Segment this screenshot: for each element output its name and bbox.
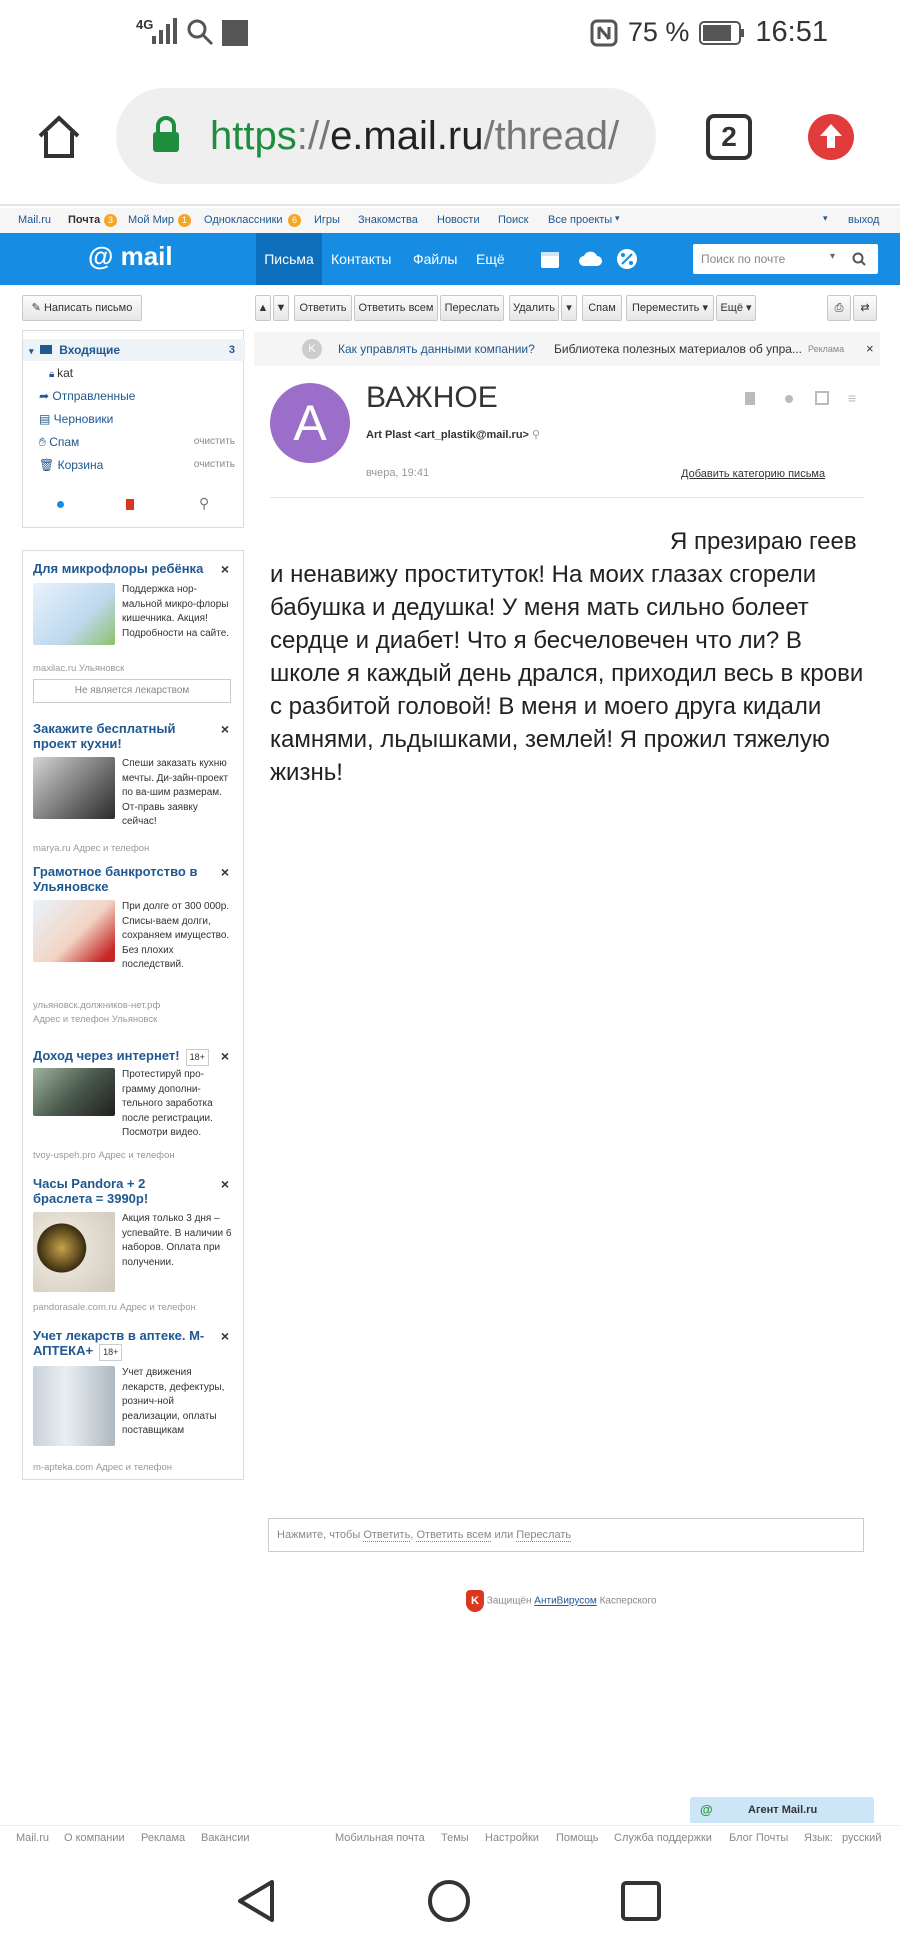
folder-drafts[interactable] — [23, 408, 245, 430]
reply-all-button[interactable]: Ответить всем — [354, 295, 438, 321]
folder-kat-label: kat — [57, 366, 74, 380]
sender-avatar[interactable]: A — [270, 383, 350, 463]
spam-icon: ✋︎ — [39, 435, 50, 449]
mail-header — [0, 233, 900, 285]
ad-image[interactable] — [33, 583, 115, 645]
close-icon[interactable]: × — [220, 864, 229, 880]
lock-icon — [150, 116, 182, 156]
ad-item[interactable] — [33, 561, 233, 706]
notification-icon — [222, 20, 248, 46]
letter-body — [270, 525, 870, 789]
ad-meta: maxilac.ru Ульяновск — [33, 663, 125, 674]
pochta-badge: 3 — [104, 214, 117, 227]
chevron-down-icon: ▾ — [615, 213, 620, 223]
trash-icon: 🗑︎ — [39, 458, 58, 472]
footer-link[interactable]: Настройки — [485, 1832, 539, 1844]
prev-letter-button[interactable] — [255, 295, 271, 321]
footer-link[interactable]: Вакансии — [201, 1832, 250, 1844]
signal-icon — [150, 16, 180, 46]
footer-link[interactable]: Блог Почты — [729, 1832, 789, 1844]
portal-link-pochta[interactable]: Почта — [68, 214, 101, 226]
android-nav-bar — [0, 1850, 900, 1950]
home-circle-icon[interactable] — [426, 1878, 472, 1924]
folder-drafts-label: Черновики — [53, 412, 114, 426]
printer-icon: ⎙ — [834, 302, 844, 314]
arrow-down-icon: ▼ — [275, 302, 287, 314]
ad-label: Реклама — [808, 344, 845, 354]
search-input[interactable]: Поиск по почте — [693, 244, 878, 274]
ad-title[interactable]: Часы Pandora + 2 браслета = 3990р! — [33, 1176, 149, 1206]
url-path: /thread/ — [483, 114, 620, 158]
portal-link-znakomstva[interactable]: Знакомства — [358, 214, 418, 226]
chevron-down-icon: ▾ — [702, 302, 708, 314]
ads-column — [22, 550, 244, 1480]
quick-forward-link[interactable]: Переслать — [516, 1529, 572, 1541]
infobar-link[interactable]: Как управлять данными компании? — [338, 342, 535, 356]
arrow-up-icon — [808, 114, 854, 160]
magnifier-icon[interactable] — [852, 252, 866, 266]
magnifier-icon: ⚲ — [532, 429, 541, 441]
ad-item[interactable] — [33, 1048, 233, 1163]
delete-button[interactable]: Удалить — [509, 295, 559, 321]
clear-spam-link[interactable]: очистить — [193, 436, 235, 447]
browser-toolbar — [0, 68, 900, 206]
ad-description: Акция только 3 дня – успевайте. В наличии 6 наборов. Оплата при получении. — [122, 1213, 232, 1268]
ad-item[interactable] — [33, 721, 233, 854]
language-label: Язык: — [804, 1832, 833, 1844]
sender[interactable] — [366, 428, 540, 441]
agent-widget[interactable] — [690, 1797, 874, 1823]
portal-link-novosti[interactable]: Новости — [437, 214, 480, 226]
battery-percent: 75 % — [627, 17, 690, 47]
ad-image[interactable] — [33, 1212, 115, 1292]
compose-button[interactable] — [22, 295, 142, 321]
flag-filter-icon[interactable] — [126, 499, 134, 510]
forward-button[interactable]: Переслать — [440, 295, 504, 321]
folder-inbox-label: Входящие — [59, 343, 121, 357]
agent-icon: @ — [700, 1802, 713, 1817]
nav-files[interactable]: Файлы — [413, 251, 458, 267]
back-icon[interactable] — [234, 1878, 280, 1924]
ad-meta: marya.ru Адрес и телефон — [33, 843, 150, 854]
more-label: Ещё — [720, 302, 743, 314]
ad-image[interactable] — [33, 900, 115, 962]
ad-meta: m-apteka.com Адрес и телефон — [33, 1462, 172, 1473]
compose-label: Написать письмо — [43, 302, 133, 314]
chevron-down-icon: ▾ — [566, 302, 572, 314]
close-icon[interactable]: × — [220, 1328, 229, 1344]
attachment-filter-icon[interactable]: ⚲ — [199, 495, 210, 511]
chevron-down-icon: ▾ — [830, 251, 836, 262]
portal-link-igry[interactable]: Игры — [314, 214, 340, 226]
portal-link-mailru[interactable]: Mail.ru — [18, 214, 52, 226]
print-button[interactable] — [827, 295, 851, 321]
mail-logo[interactable]: @ mail — [88, 241, 173, 271]
footer-link[interactable]: Мобильная почта — [335, 1832, 425, 1844]
layout-button[interactable] — [853, 295, 877, 321]
update-button[interactable] — [808, 114, 854, 160]
reply-prefix: Нажмите, чтобы — [277, 1529, 361, 1541]
spam-button[interactable]: Спам — [582, 295, 622, 321]
sent-icon: ➦ — [39, 389, 53, 403]
ad-description: Протестируй про-грамму дополни-тельного заработка после регистрации. Посмотри видео. — [122, 1069, 213, 1138]
letter-panel — [254, 332, 880, 1564]
divider — [270, 497, 864, 498]
portal-bar — [0, 208, 900, 233]
recents-icon[interactable] — [618, 1878, 664, 1924]
move-label: Переместить — [632, 302, 700, 314]
infobar-text: Библиотека полезных материалов об упра... — [554, 342, 802, 356]
ad-title[interactable] — [33, 1328, 223, 1361]
ad-disclaimer: Не является лекарством — [33, 679, 231, 703]
antivirus-note — [466, 1590, 657, 1612]
ad-title[interactable]: Грамотное банкротство в Ульяновске — [33, 864, 198, 894]
page-footer — [0, 1825, 900, 1847]
folder-inbox[interactable] — [23, 339, 245, 361]
ad-meta: Адрес и телефон Ульяновск — [33, 1014, 158, 1025]
folder-kat[interactable] — [23, 362, 245, 384]
folder-spam-label: Спам — [49, 435, 80, 449]
ad-image[interactable] — [33, 757, 115, 819]
next-letter-button[interactable] — [273, 295, 289, 321]
ad-image[interactable] — [33, 1366, 115, 1446]
reply-button[interactable]: Ответить — [294, 295, 352, 321]
portal-link-odnoklassniki[interactable]: Одноклассники — [204, 214, 283, 226]
inbox-count: 3 — [228, 344, 235, 356]
ad-description: Поддержка нор-мальной микро-флоры кишечника. Акция! Подробности на сайте. — [122, 584, 230, 639]
ad-title[interactable]: Закажите бесплатный проект кухни! — [33, 721, 176, 751]
arrow-up-icon: ▲ — [257, 302, 269, 314]
nfc-icon — [590, 19, 618, 47]
ad-infobar[interactable] — [254, 332, 880, 366]
language-select[interactable]: русский — [842, 1832, 882, 1844]
url-separator: :// — [296, 114, 331, 158]
close-icon[interactable]: × — [220, 1048, 229, 1064]
unread-dot-icon[interactable] — [785, 395, 793, 403]
portal-link-poisk[interactable]: Поиск — [498, 214, 529, 226]
ad-description: При долге от 300 000р. Списы-ваем долги, сохраняем имущество. Без плохих последствий. — [122, 901, 230, 970]
ad-title[interactable] — [33, 1048, 223, 1066]
delete-dropdown-button[interactable] — [561, 295, 577, 321]
calendar-icon[interactable] — [540, 249, 560, 269]
ad-title-text: Учет лекарств в аптеке. М-АПТЕКА+ — [33, 1328, 205, 1358]
cloud-icon[interactable] — [578, 250, 602, 268]
moymir-badge: 1 — [178, 214, 191, 227]
discount-icon[interactable] — [616, 248, 638, 270]
url-scheme: https — [210, 114, 297, 158]
antivirus-suffix: Касперского — [599, 1595, 657, 1607]
close-icon[interactable]: × — [220, 721, 229, 737]
move-button[interactable] — [626, 295, 714, 321]
footer-link[interactable]: Темы — [441, 1832, 469, 1844]
footer-link[interactable]: Служба поддержки — [614, 1832, 712, 1844]
ad-title[interactable]: Для микрофлоры ребёнка — [33, 561, 204, 576]
ad-meta: tvoy-uspeh.pro Адрес и телефон — [33, 1150, 175, 1161]
ad-description: Учет движения лекарств, дефектуры, рознич-ной реализации, оплаты поставщикам — [122, 1367, 225, 1436]
footer-link[interactable]: О компании — [64, 1832, 125, 1844]
draft-icon: ▤ — [39, 412, 54, 426]
ad-meta: ульяновск.должников-нет.рф — [33, 1000, 161, 1011]
nav-more[interactable]: Ещё — [476, 251, 505, 267]
letter-body-text: Я презираю геев и ненавижу проституток! На моих глазах сгорели бабушка и дедушка! У меня мать сильно болеет сердце и диабет! Что я бесчеловечен что ли? В школе я каждый день дрался, приходил весь в крови с разбитой головой! В меня и моего друга кидали камнями, льдышками, землей! Я прожил тяжелую жизнь! — [270, 528, 864, 786]
tab-switcher-button[interactable]: 2 — [706, 114, 752, 160]
clear-trash-link[interactable]: очистить — [193, 459, 235, 470]
more-button[interactable] — [716, 295, 756, 321]
chevron-down-icon: ▾ — [823, 213, 828, 223]
kaspersky-shield-icon: K — [466, 1590, 484, 1612]
footer-link[interactable]: Помощь — [556, 1832, 599, 1844]
chevron-down-icon: ▾ — [746, 302, 752, 314]
folder-spam[interactable] — [23, 431, 245, 453]
status-bar — [0, 0, 900, 68]
ad-title-text: Доход через интернет! — [33, 1048, 180, 1063]
portal-link-moymir[interactable]: Мой Мир — [128, 214, 175, 226]
antivirus-prefix: Защищён — [486, 1595, 532, 1607]
age-badge: 18+ — [99, 1344, 122, 1361]
layout-icon: ⇄ — [860, 302, 870, 314]
ad-description: Спеши заказать кухню мечты. Ди-зайн-проект по ва-шим размерам. От-правь заявку сейчас! — [122, 758, 229, 827]
search-icon — [186, 18, 214, 46]
nav-contacts[interactable]: Контакты — [331, 251, 392, 267]
url-text[interactable] — [210, 114, 619, 159]
ad-meta: pandorasale.com.ru Адрес и телефон — [33, 1302, 196, 1313]
reply-or: или — [494, 1529, 514, 1541]
close-icon[interactable]: × — [220, 561, 229, 577]
unread-filter-icon[interactable] — [57, 501, 64, 508]
add-category-link[interactable]: Добавить категорию письма — [681, 468, 826, 480]
nav-letters[interactable]: Письма — [256, 233, 322, 285]
url-host: e.mail.ru — [330, 114, 484, 158]
close-icon[interactable]: × — [866, 341, 874, 356]
folder-trash-label: Корзина — [57, 458, 104, 472]
folder-trash[interactable] — [23, 454, 245, 476]
calendar-icon[interactable] — [815, 391, 829, 405]
letter-date: вчера, 19:41 — [366, 467, 430, 479]
clock: 16:51 — [755, 16, 828, 48]
odnoklassniki-badge: 6 — [288, 214, 301, 227]
network-label: 4G — [136, 17, 154, 32]
logout-link[interactable]: выход — [848, 214, 880, 226]
pencil-icon: ✎ — [31, 302, 44, 314]
agent-label: Агент Mail.ru — [748, 1804, 818, 1816]
quick-reply-all-link[interactable]: Ответить всем — [416, 1529, 492, 1541]
chevron-down-icon: ▾ — [29, 346, 34, 356]
url-bar[interactable] — [116, 88, 656, 184]
home-icon[interactable] — [34, 112, 84, 162]
menu-icon[interactable]: ≡ — [848, 390, 857, 406]
folder-sent[interactable] — [23, 385, 245, 407]
portal-link-all-projects[interactable]: Все проекты — [548, 214, 613, 226]
ad-item[interactable] — [33, 864, 233, 1029]
envelope-icon — [40, 345, 52, 354]
sender-address: Art Plast <art_plastik@mail.ru> — [366, 429, 529, 441]
flag-icon[interactable] — [745, 392, 755, 405]
company-logo-icon: K — [302, 339, 322, 359]
folder-list — [22, 330, 244, 528]
age-badge: 18+ — [186, 1049, 209, 1066]
ad-item[interactable] — [33, 1328, 233, 1478]
lock-icon: 🔒︎ — [49, 369, 58, 380]
letter-subject: ВАЖНОЕ — [366, 381, 498, 414]
quick-reply-box[interactable]: Нажмите, чтобы Ответить, Ответить всем или Переслать — [268, 1518, 864, 1552]
footer-link[interactable]: Реклама — [141, 1832, 186, 1844]
quick-reply-link[interactable]: Ответить — [363, 1529, 411, 1541]
ad-image[interactable] — [33, 1068, 115, 1116]
antivirus-link[interactable]: АнтиВирусом — [534, 1595, 597, 1607]
ad-item[interactable] — [33, 1176, 233, 1311]
footer-link[interactable]: Mail.ru — [16, 1832, 50, 1844]
battery-icon — [699, 20, 745, 46]
close-icon[interactable]: × — [220, 1176, 229, 1192]
folder-sent-label: Отправленные — [52, 389, 136, 403]
